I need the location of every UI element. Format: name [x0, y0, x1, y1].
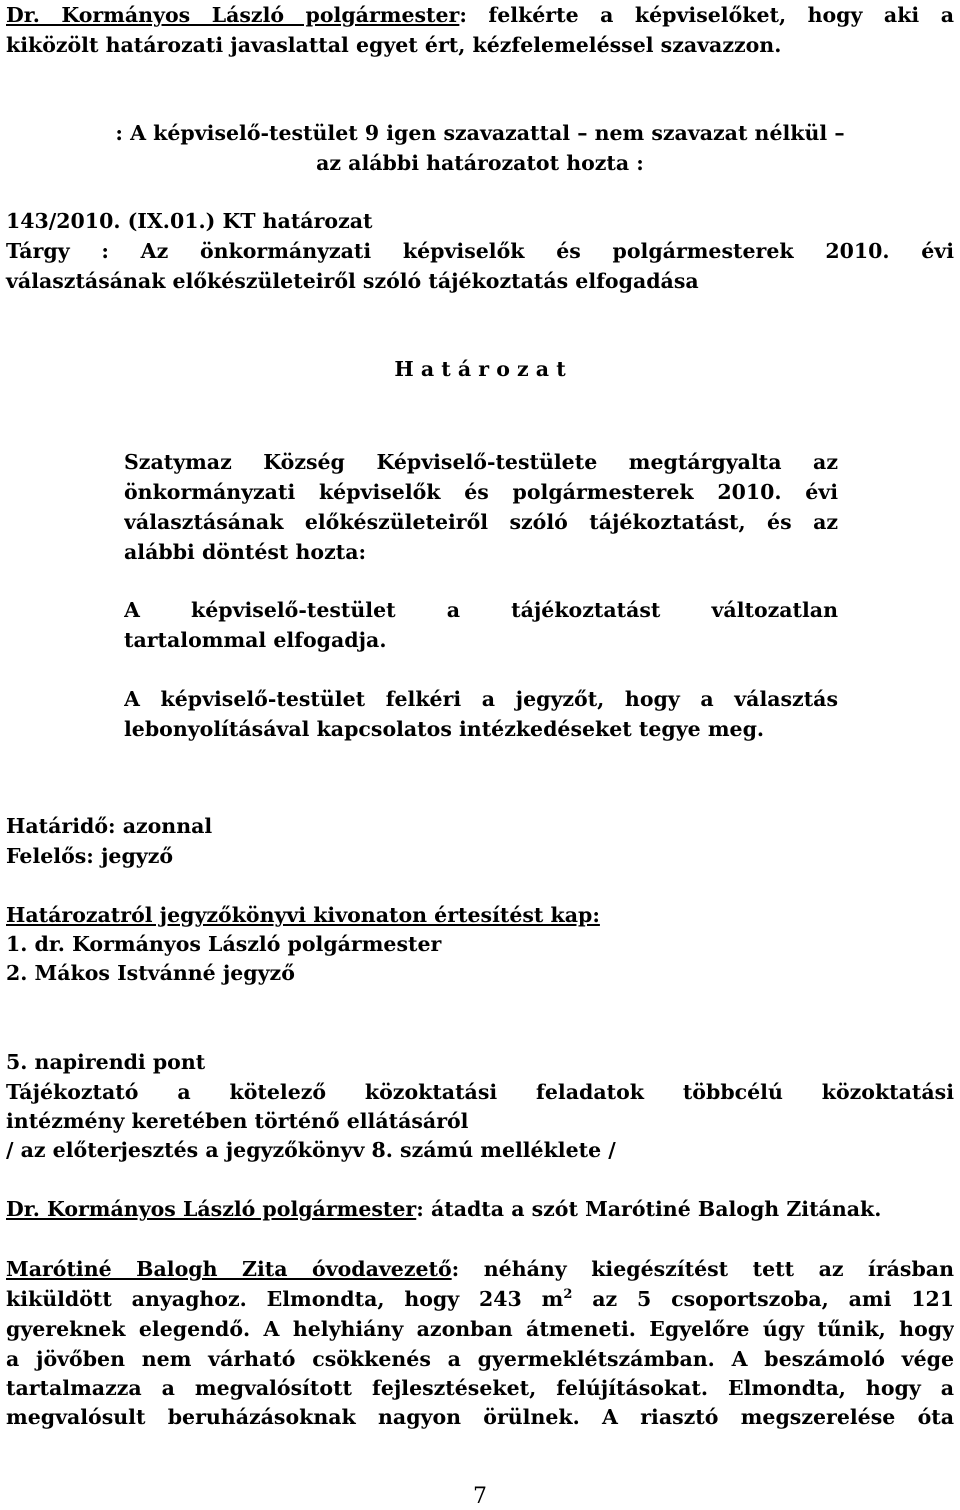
agenda-title-line-1: Tájékoztató a kötelező közoktatási feladatok többcélú közoktatási	[6, 1080, 954, 1104]
resolution-subject-line-2: választásának előkészületeiről szóló tájékoztatás elfogadása	[6, 269, 699, 293]
responsible: Felelős: jegyző	[6, 844, 174, 868]
agenda-attachment: / az előterjesztés a jegyzőkönyv 8. számú melléklete /	[6, 1138, 616, 1162]
resolution-para2-line-1: A képviselő-testület a tájékoztatást változatlan	[124, 598, 838, 622]
director-line-5: tartalmazza a megvalósított fejlesztéseket, felújításokat. Elmondta, hogy a	[6, 1376, 954, 1400]
director-line-6: megvalósult beruházásoknak nagyon örülnek. A riasztó megszerelése óta	[6, 1405, 954, 1429]
superscript: 2	[563, 1287, 573, 1303]
mayor-text: : átadta a szót Marótiné Balogh Zitának.	[416, 1197, 882, 1221]
mayor-statement	[6, 1194, 954, 1224]
vote-intro-line-2: kiközölt határozati javaslattal egyet ért, kézfelemeléssel szavazzon.	[6, 33, 782, 57]
resolution-heading: H a t á r o z a t	[394, 357, 566, 381]
director-line-4: a jövőben nem várható csökkenés a gyermeklétszámban. A beszámoló vége	[6, 1347, 954, 1371]
body-text: kiküldött anyaghoz. Elmondta, hogy 243 m	[6, 1287, 564, 1311]
resolution-para1-line-1: Szatymaz Község Képviselő-testülete megtárgyalta az	[124, 450, 838, 474]
notify-item-1: 1. dr. Kormányos László polgármester	[6, 932, 442, 956]
director-line-1	[6, 1254, 954, 1284]
resolution-para3-line-1: A képviselő-testület felkéri a jegyzőt, hogy a választás	[124, 687, 838, 711]
agenda-item-number: 5. napirendi pont	[6, 1050, 206, 1074]
resolution-para1-line-2: önkormányzati képviselők és polgármesterek 2010. évi	[124, 480, 838, 504]
vote-result-line-2: az alábbi határozatot hozta :	[316, 151, 644, 175]
director-speaker: Marótiné Balogh Zita óvodavezető	[6, 1257, 452, 1281]
resolution-para2-line-2: tartalommal elfogadja.	[124, 628, 387, 652]
director-line-3: gyereknek elegendő. A helyhiány azonban átmeneti. Egyelőre úgy tűnik, hogy	[6, 1317, 954, 1341]
director-text: : néhány kiegészítést tett az írásban	[451, 1257, 954, 1281]
speaker-name: Dr. Kormányos László polgármester	[6, 3, 460, 27]
page-number: 7	[473, 1484, 487, 1509]
resolution-number: 143/2010. (IX.01.) KT határozat	[6, 209, 373, 233]
vote-intro-text: : felkérte a képviselőket, hogy aki a	[459, 3, 954, 27]
notify-item-2: 2. Mákos Istvánné jegyző	[6, 961, 295, 985]
vote-result-line-1: : A képviselő-testület 9 igen szavazattal – nem szavazat nélkül –	[115, 121, 845, 145]
resolution-para1-line-4: alábbi döntést hozta:	[124, 540, 367, 564]
resolution-para3-line-2: lebonyolításával kapcsolatos intézkedéseket tegye meg.	[124, 717, 765, 741]
vote-intro-line-1	[6, 0, 954, 30]
resolution-para1-line-3: választásának előkészületeiről szóló tájékoztatást, és az	[124, 510, 838, 534]
notify-heading-text: Határozatról jegyzőkönyvi kivonaton értesítést kap:	[6, 903, 600, 927]
mayor-speaker: Dr. Kormányos László polgármester	[6, 1197, 417, 1221]
director-line-2	[6, 1284, 954, 1314]
agenda-title-line-2: intézmény keretében történő ellátásáról	[6, 1109, 469, 1133]
body-text: az 5 csoportszoba, ami 121	[572, 1287, 954, 1311]
notify-heading	[6, 900, 600, 930]
deadline: Határidő: azonnal	[6, 814, 213, 838]
resolution-subject-line-1: Tárgy : Az önkormányzati képviselők és polgármesterek 2010. évi	[6, 239, 954, 263]
